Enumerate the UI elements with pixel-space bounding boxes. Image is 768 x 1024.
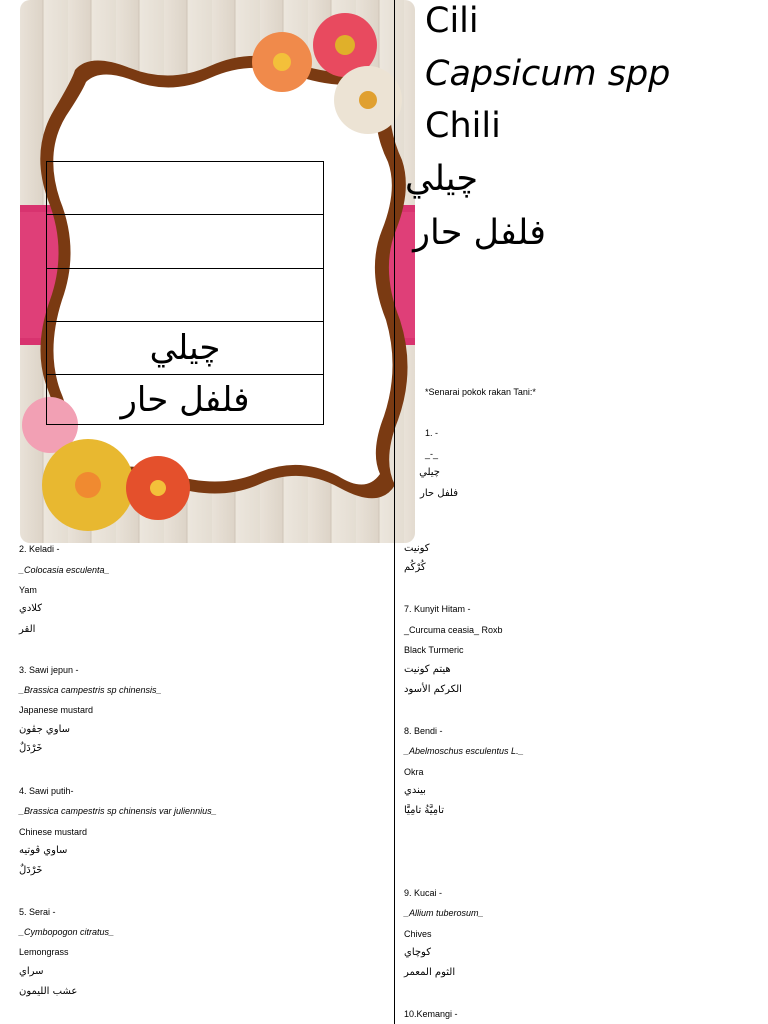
card-table-row <box>46 321 324 374</box>
card-table-row <box>46 268 324 321</box>
item-jawi: بيندي <box>404 785 426 796</box>
arabic-name: فلفل حار <box>413 213 546 253</box>
item-arabic: كُرْكُم <box>404 562 426 573</box>
item-title: 10.Kemangi - <box>404 1009 458 1019</box>
item-scientific: _Brassica campestris sp chinensis var juliennius_ <box>19 806 217 816</box>
malay-name: Cili <box>425 1 479 41</box>
item-english: Black Turmeric <box>404 645 464 655</box>
column-divider-top <box>394 0 395 542</box>
item-jawi: سراي <box>19 966 44 977</box>
item-arabic: الكركم الأسود <box>404 684 462 695</box>
english-name: Chili <box>425 106 501 146</box>
item-english: Yam <box>19 585 37 595</box>
card-cell-arabic: فلفل حار <box>120 379 250 420</box>
item-arabic: فلفل حار <box>420 488 458 499</box>
item-title: 7. Kunyit Hitam - <box>404 604 471 614</box>
item-jawi: چيلي <box>419 467 440 478</box>
item-number: 1. - <box>425 428 439 438</box>
item-english: Lemongrass <box>19 947 69 957</box>
item-title: 9. Kucai - <box>404 888 443 898</box>
item-scientific: _Brassica campestris sp chinensis_ <box>19 685 162 695</box>
item-title: 4. Sawi putih- <box>19 786 74 796</box>
item-jawi: ساوي ڤوتيه <box>19 845 68 856</box>
item-arabic: خَرْدَلٌ <box>19 743 43 754</box>
list-title: *Senarai pokok rakan Tani:* <box>425 387 536 397</box>
card-cell-jawi: چيلي <box>149 328 221 368</box>
column-divider <box>394 540 395 1024</box>
item-english: Chives <box>404 929 432 939</box>
item-jawi: كونيت <box>404 543 430 554</box>
item-english: Chinese mustard <box>19 827 88 837</box>
card-table-row <box>46 214 324 268</box>
item-jawi: ساوي جڤون <box>19 724 71 735</box>
item-jawi: كوچاي <box>404 947 431 958</box>
item-scientific: _-_ <box>425 449 439 459</box>
scientific-name: Capsicum spp <box>425 54 671 94</box>
item-arabic: خَرْدَلٌ <box>19 865 43 876</box>
item-jawi: هيتم كونيت <box>404 664 451 675</box>
item-arabic: عشب الليمون <box>19 986 78 997</box>
item-english: Japanese mustard <box>19 705 94 715</box>
card-table-row <box>46 374 324 425</box>
item-scientific: _Abelmoschus esculentus L._ <box>404 746 524 756</box>
card-table-row <box>46 161 324 214</box>
item-scientific: _Colocasia esculenta_ <box>19 565 110 575</box>
item-scientific: _Allium tuberosum_ <box>404 908 484 918</box>
item-title: 2. Keladi - <box>19 544 60 554</box>
item-title: 8. Bendi - <box>404 726 443 736</box>
item-english: Okra <box>404 767 424 777</box>
item-title: 5. Serai - <box>19 907 56 917</box>
item-arabic: الثوم المعمر <box>404 967 456 978</box>
item-arabic: القر <box>19 624 36 635</box>
item-title: 3. Sawi jepun - <box>19 665 79 675</box>
item-scientific: _Cymbopogon citratus_ <box>19 927 115 937</box>
item-arabic: تامِيَّةُ تامِيَّا <box>404 805 444 816</box>
item-scientific: _Curcuma ceasia_ Roxb <box>404 625 503 635</box>
jawi-name: چيلي <box>405 159 478 199</box>
item-jawi: كلادي <box>19 603 43 614</box>
